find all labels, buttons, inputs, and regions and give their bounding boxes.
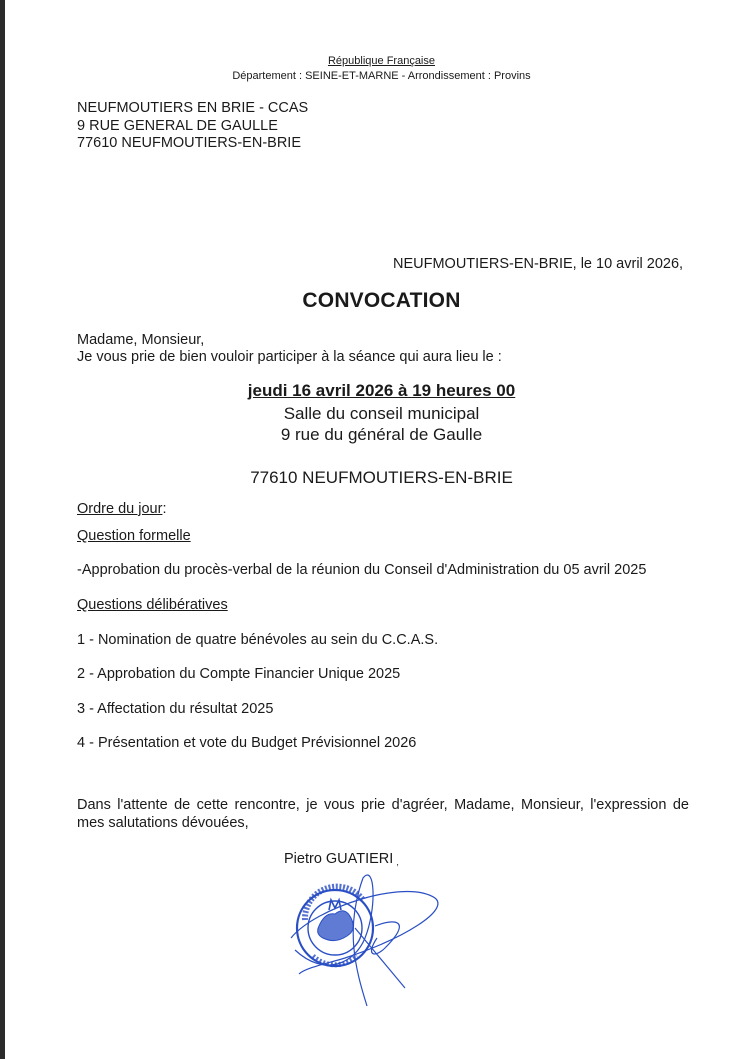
signer [284,851,399,867]
meeting-street: 9 rue du général de Gaulle [280,425,483,444]
signer-name: Pietro GUATIERI [284,851,394,867]
formal-question-heading: Question formelle [77,528,191,544]
formal-question-item: -Approbation du procès-verbal de la réunion du Conseil d'Administration du 05 avril 2025 [77,562,647,578]
seal-and-signature [285,868,445,1008]
meeting-city: 77610 NEUFMOUTIERS-EN-BRIE [250,468,513,487]
sender-line: 77610 NEUFMOUTIERS-EN-BRIE [77,135,301,151]
signer-trailing: , [396,857,399,867]
agenda-item: 3 - Affectation du résultat 2025 [77,701,274,717]
salutation [77,332,502,366]
date-line: NEUFMOUTIERS-EN-BRIE, le 10 avril 2026, [393,256,684,272]
sender-line: 9 RUE GENERAL DE GAULLE [77,117,278,134]
deliberative-questions-heading: Questions délibératives [77,597,228,613]
agenda-item: 4 - Présentation et vote du Budget Prévisionnel 2026 [77,735,417,751]
closing-paragraph: Dans l'attente de cette rencontre, je vous prie d'agréer, Madame, Monsieur, l'expression de mes salutations dévouées, [77,797,689,831]
greeting: Madame, Monsieur, [77,332,205,348]
intro-text: Je vous prie de bien vouloir participer à la séance qui aura lieu le : [77,349,502,365]
agenda-item: 2 - Approbation du Compte Financier Unique 2025 [77,666,401,682]
agenda-item: 1 - Nomination de quatre bénévoles au sein du C.C.A.S. [77,632,439,648]
viewer-left-edge [0,0,5,1059]
meeting-room: Salle du conseil municipal [283,404,480,423]
sender-address [77,100,308,153]
republic-header: République Française [327,55,435,67]
document-title: CONVOCATION [302,289,461,312]
meeting-location [0,403,753,445]
agenda-heading [77,501,166,517]
agenda-label: Ordre du jour [77,501,163,517]
agenda-label-suffix: : [162,501,167,517]
department-line: Département : SEINE-ET-MARNE - Arrondissement : Provins [232,70,531,82]
official-seal-icon [285,868,445,1008]
sender-line: NEUFMOUTIERS EN BRIE - CCAS [77,100,309,116]
meeting-datetime: jeudi 16 avril 2026 à 19 heures 00 [247,381,516,400]
seal-emblem [318,911,354,941]
